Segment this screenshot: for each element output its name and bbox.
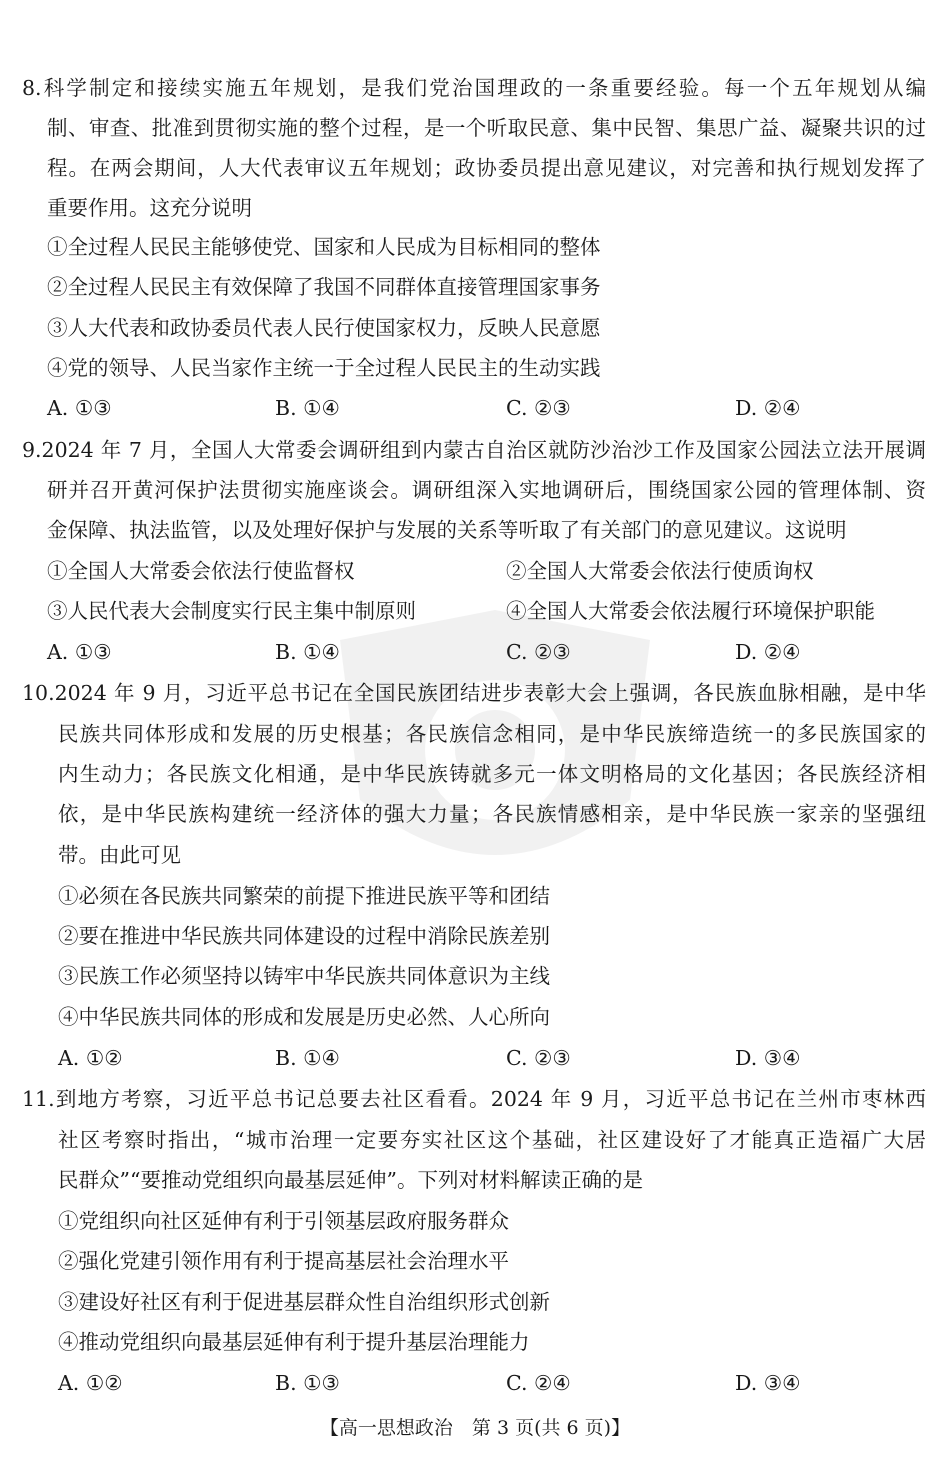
q8-statement-1: ①全过程人民民主能够使党、国家和人民成为目标相同的整体 bbox=[47, 235, 601, 259]
q10-option-d[interactable]: D. ③④ bbox=[735, 1046, 801, 1070]
q8-stem-line-3: 程。在两会期间，人大代表审议五年规划；政协委员提出意见建议，对完善和执行规划发挥了 bbox=[47, 156, 926, 180]
q11-option-a[interactable]: A. ①② bbox=[58, 1371, 123, 1395]
q8-stem-line-1: 8.科学制定和接续实施五年规划，是我们党治国理政的一条重要经验。每一个五年规划从编 bbox=[22, 76, 926, 100]
q9-stem-line-1: 9.2024 年 7 月，全国人大常委会调研组到内蒙古自治区就防沙治沙工作及国家公园法立法开展调 bbox=[22, 438, 926, 462]
q11-statement-2: ②强化党建引领作用有利于提高基层社会治理水平 bbox=[58, 1249, 509, 1273]
q8-option-b[interactable]: B. ①④ bbox=[275, 396, 340, 420]
q11-option-c[interactable]: C. ②④ bbox=[506, 1371, 571, 1395]
q8-option-d[interactable]: D. ②④ bbox=[735, 396, 801, 420]
q8-option-c[interactable]: C. ②③ bbox=[506, 396, 571, 420]
q8-options bbox=[0, 390, 950, 426]
q10-statement-2: ②要在推进中华民族共同体建设的过程中消除民族差别 bbox=[58, 924, 550, 948]
q9-option-a[interactable]: A. ①③ bbox=[47, 640, 112, 664]
q10-stem-line-1: 10.2024 年 9 月，习近平总书记在全国民族团结进步表彰大会上强调，各民族血脉相融，是中华 bbox=[22, 681, 926, 705]
q9-statement-2: ②全国人大常委会依法行使质询权 bbox=[506, 559, 814, 583]
q10-stem-line-5: 带。由此可见 bbox=[58, 843, 181, 867]
q10-option-c[interactable]: C. ②③ bbox=[506, 1046, 571, 1070]
q9-options bbox=[0, 634, 950, 670]
q11-option-b[interactable]: B. ①③ bbox=[275, 1371, 340, 1395]
q10-option-a[interactable]: A. ①② bbox=[58, 1046, 123, 1070]
q11-stem-line-3: 民群众”“要推动党组织向最基层延伸”。下列对材料解读正确的是 bbox=[58, 1168, 643, 1192]
q8-option-a[interactable]: A. ①③ bbox=[47, 396, 112, 420]
q10-stem-line-4: 依，是中华民族构建统一经济体的强大力量；各民族情感相亲，是中华民族一家亲的坚强纽 bbox=[58, 802, 926, 826]
q11-stem-line-1: 11.到地方考察，习近平总书记总要去社区看看。2024 年 9 月，习近平总书记在兰州市枣林西 bbox=[22, 1087, 926, 1111]
q9-option-b[interactable]: B. ①④ bbox=[275, 640, 340, 664]
q11-stem-line-2: 社区考察时指出，“城市治理一定要夯实社区这个基础，社区建设好了才能真正造福广大居 bbox=[58, 1128, 926, 1152]
q9-statement-4: ④全国人大常委会依法履行环境保护职能 bbox=[506, 599, 875, 623]
q11-statement-3: ③建设好社区有利于促进基层群众性自治组织形式创新 bbox=[58, 1290, 550, 1314]
q9-option-c[interactable]: C. ②③ bbox=[506, 640, 571, 664]
q11-options bbox=[0, 1365, 950, 1401]
q9-option-d[interactable]: D. ②④ bbox=[735, 640, 801, 664]
q10-options bbox=[0, 1040, 950, 1076]
q8-stem-line-2: 制、审查、批准到贯彻实施的整个过程，是一个听取民意、集中民智、集思广益、凝聚共识的过 bbox=[47, 116, 926, 140]
q10-stem-line-3: 内生动力；各民族文化相通，是中华民族铸就多元一体文明格局的文化基因；各民族经济相 bbox=[58, 762, 926, 786]
page-footer: 【高一思想政治 第 3 页(共 6 页)】 bbox=[319, 1417, 631, 1439]
q10-stem-line-2: 民族共同体形成和发展的历史根基；各民族信念相同，是中华民族缔造统一的多民族国家的 bbox=[58, 722, 926, 746]
q9-stem-line-2: 研并召开黄河保护法贯彻实施座谈会。调研组深入实地调研后，围绕国家公园的管理体制、资 bbox=[47, 478, 926, 502]
q8-statement-4: ④党的领导、人民当家作主统一于全过程人民民主的生动实践 bbox=[47, 356, 601, 380]
q9-statement-3: ③人民代表大会制度实行民主集中制原则 bbox=[47, 599, 416, 623]
q9-statement-1: ①全国人大常委会依法行使监督权 bbox=[47, 559, 355, 583]
q11-statement-1: ①党组织向社区延伸有利于引领基层政府服务群众 bbox=[58, 1209, 509, 1233]
q10-statement-3: ③民族工作必须坚持以铸牢中华民族共同体意识为主线 bbox=[58, 964, 550, 988]
q10-statement-4: ④中华民族共同体的形成和发展是历史必然、人心所向 bbox=[58, 1005, 550, 1029]
q8-statement-3: ③人大代表和政协委员代表人民行使国家权力，反映人民意愿 bbox=[47, 316, 601, 340]
q10-option-b[interactable]: B. ①④ bbox=[275, 1046, 340, 1070]
q11-option-d[interactable]: D. ③④ bbox=[735, 1371, 801, 1395]
q10-statement-1: ①必须在各民族共同繁荣的前提下推进民族平等和团结 bbox=[58, 884, 550, 908]
q8-stem-line-4: 重要作用。这充分说明 bbox=[47, 196, 252, 220]
q11-statement-4: ④推动党组织向最基层延伸有利于提升基层治理能力 bbox=[58, 1330, 530, 1354]
q9-stem-line-3: 金保障、执法监管，以及处理好保护与发展的关系等听取了有关部门的意见建议。这说明 bbox=[47, 518, 847, 542]
q8-statement-2: ②全过程人民民主有效保障了我国不同群体直接管理国家事务 bbox=[47, 275, 601, 299]
